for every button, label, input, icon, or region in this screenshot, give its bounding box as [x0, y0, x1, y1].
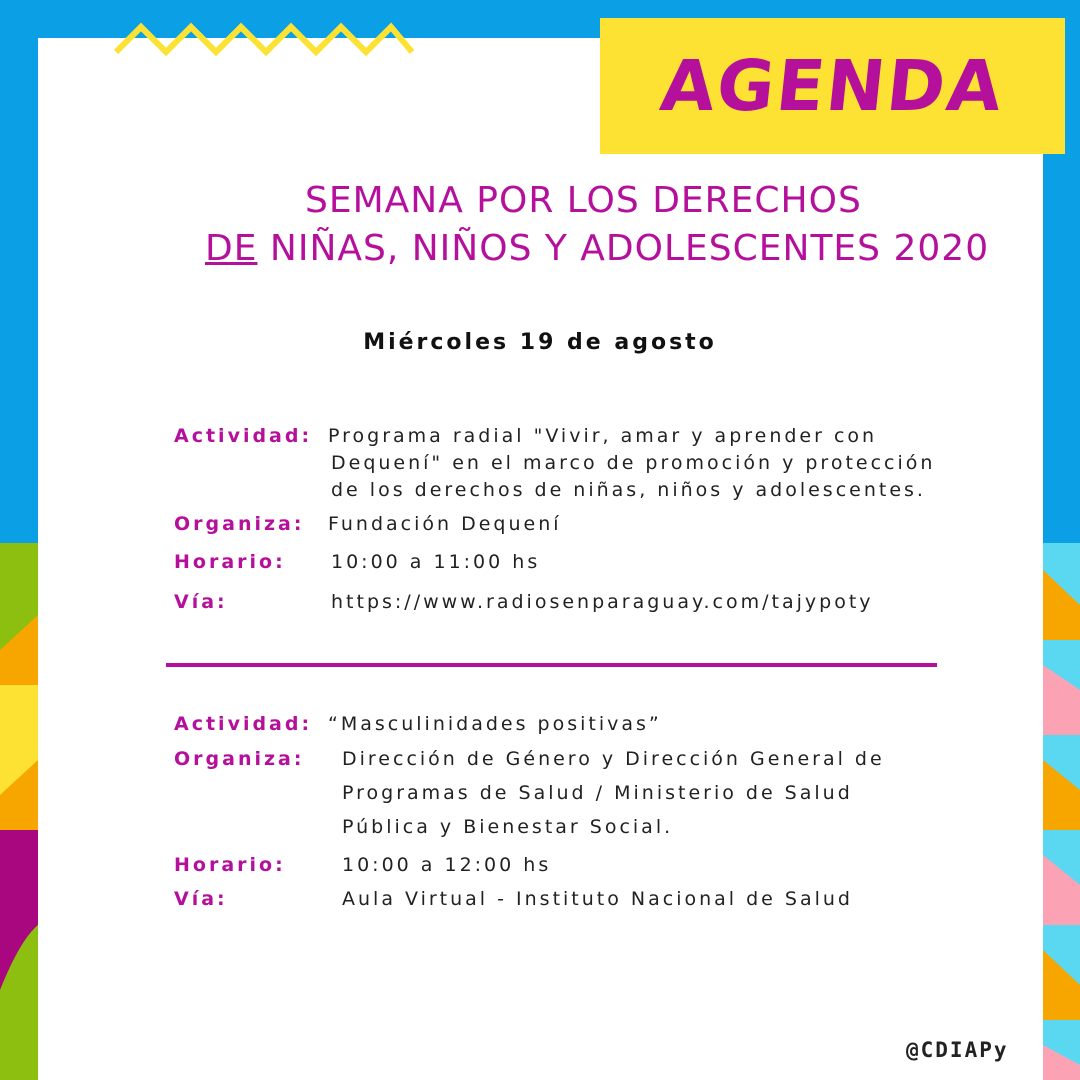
event-title-rest: NIÑAS, NIÑOS Y ADOLESCENTES 2020 [257, 228, 990, 269]
activity1-value-line2: Dequení" en el marco de promoción y protección [331, 452, 936, 474]
event-title-line2 [205, 228, 989, 269]
activity2-value: “Masculinidades positivas” [328, 713, 662, 735]
activity1-value-line1: Programa radial "Vivir, amar y aprender con [328, 425, 878, 447]
event-title-de: DE [205, 228, 258, 269]
organiza1-value: Fundación Dequení [328, 513, 562, 535]
event-title-line1: SEMANA POR LOS DERECHOS [305, 180, 862, 221]
via2-value: Aula Virtual - Instituto Nacional de Salud [342, 888, 853, 910]
organiza2-label: Organiza: [174, 748, 305, 770]
activity1-label: Actividad: [174, 425, 313, 447]
organiza1-label: Organiza: [174, 513, 305, 535]
organiza2-value-line1: Dirección de Género y Dirección General de [342, 748, 885, 770]
via2-label: Vía: [174, 888, 228, 910]
via1-label: Vía: [174, 591, 228, 613]
horario2-label: Horario: [174, 854, 286, 876]
agenda-badge [600, 18, 1065, 154]
horario1-label: Horario: [174, 551, 286, 573]
activity1-value-line3: de los derechos de niñas, niños y adolescentes. [331, 479, 926, 501]
horario2-value: 10:00 a 12:00 hs [342, 854, 552, 876]
event-date: Miércoles 19 de agosto [363, 330, 717, 355]
social-handle: @CDIAPy [906, 1038, 1009, 1062]
section-divider [166, 663, 937, 667]
organiza2-value-line2: Programas de Salud / Ministerio de Salud [342, 782, 853, 804]
activity2-label: Actividad: [174, 713, 313, 735]
horario1-value: 10:00 a 11:00 hs [331, 551, 541, 573]
agenda-title: AGENDA [657, 45, 1008, 127]
organiza2-value-line3: Pública y Bienestar Social. [342, 816, 674, 838]
via1-link[interactable]: https://www.radiosenparaguay.com/tajypoty [331, 591, 874, 613]
